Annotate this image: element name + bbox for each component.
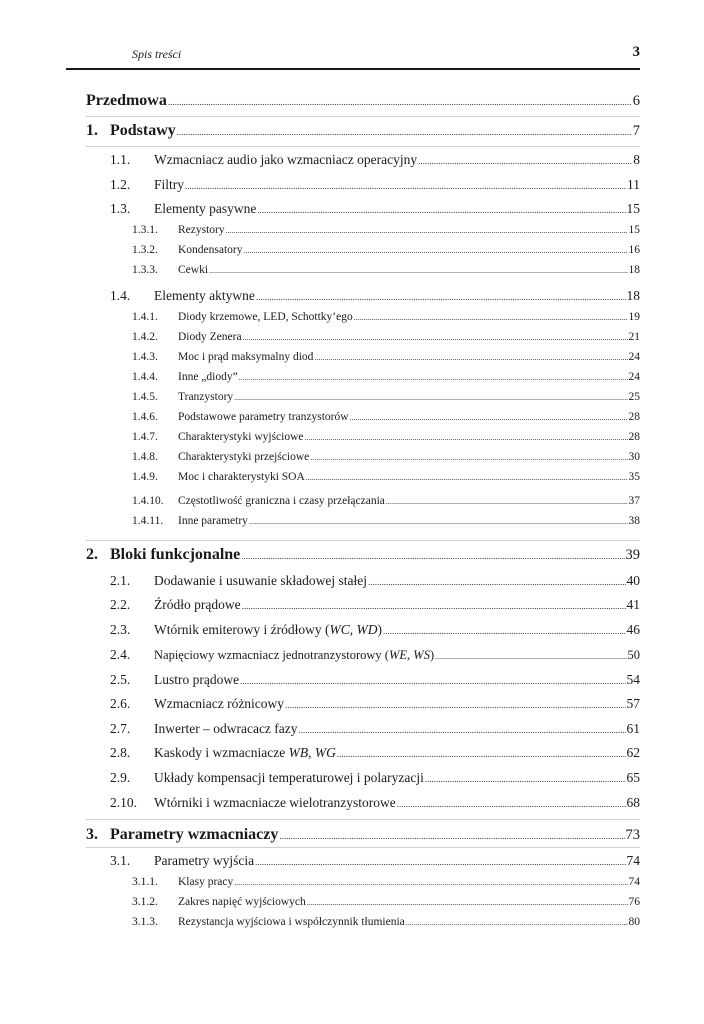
dot-leader [418,156,632,166]
toc-entry[interactable] [132,471,640,483]
dot-leader [307,898,628,907]
toc-entry-number: 2. [86,546,98,563]
toc-entry-number: 1. [86,122,98,139]
toc-entry-title: Podstawowe parametry tranzystorów [178,411,349,423]
toc-entry-title: Filtry [154,177,185,192]
dot-leader [435,652,626,661]
dot-leader [241,551,624,561]
toc-entry-number: 1.4.11. [132,515,164,527]
dot-leader [249,517,628,526]
toc-entry-page: 18 [628,264,640,276]
toc-entry-number: 2.7. [110,721,131,736]
toc-entry-number: 2.9. [110,770,131,785]
dot-leader [279,831,624,841]
section-divider [86,847,640,848]
toc-entry-title: Moc i prąd maksymalny diod [178,351,314,363]
dot-leader [305,433,628,442]
toc-entry-title: Klasy pracy [178,876,234,888]
dot-leader [397,799,626,809]
toc-entry-number: 2.6. [110,696,131,711]
toc-entry-title: Tranzystory [178,391,234,403]
toc-entry-number: 2.1. [110,573,131,588]
toc-entry[interactable] [86,92,640,110]
toc-entry-page: 46 [626,622,640,637]
toc-entry-title: Inne „diody” [178,371,238,383]
toc-entry-number: 3.1.1. [132,876,158,888]
toc-entry-title: Cewki [178,264,209,276]
section-divider [86,540,640,541]
toc-entry[interactable] [110,672,640,688]
dot-leader [177,127,632,137]
toc-entry[interactable] [132,331,640,343]
toc-entry-number: 1.4.5. [132,391,158,403]
toc-entry-page: 25 [628,391,640,403]
toc-entry-page: 30 [628,451,640,463]
toc-entry-page: 40 [626,573,640,588]
toc-entry-page: 28 [628,411,640,423]
toc-entry-number: 2.4. [110,647,131,662]
dot-leader [234,878,627,887]
toc-entry-page: 15 [628,224,640,236]
toc-entry-number: 2.2. [110,597,131,612]
toc-entry[interactable] [110,597,640,613]
toc-entry-page: 35 [628,471,640,483]
page-number: 3 [632,44,640,60]
dot-leader [386,497,628,506]
toc-entry-title: Przedmowa [86,92,167,109]
toc-entry[interactable] [132,391,640,403]
toc-entry[interactable] [132,896,640,908]
toc-entry[interactable] [110,745,640,761]
toc-entry[interactable] [132,311,640,323]
dot-leader [257,205,625,215]
toc-entry-page: 7 [632,123,640,139]
toc-entry-title: Podstawy [110,122,176,139]
toc-entry-number: 3. [86,826,98,843]
toc-entry-title: Inwerter – odwracacz fazy [154,721,298,736]
toc-entry[interactable] [132,495,640,507]
toc-entry[interactable] [132,431,640,443]
toc-entry-number: 1.4.6. [132,411,158,423]
toc-entry-page: 28 [628,431,640,443]
dot-leader [209,266,627,275]
toc-entry-page: 37 [628,495,640,507]
toc-entry-title: Zakres napięć wyjściowych [178,896,306,908]
toc-entry[interactable] [132,371,640,383]
toc-entry-number: 1.4.4. [132,371,158,383]
dot-leader [368,577,626,587]
running-title: Spis treści [132,47,182,61]
toc-entry-title: Inne parametry [178,515,248,527]
toc-entry[interactable] [132,876,640,888]
toc-entry-number: 1.3.3. [132,264,158,276]
toc-entry[interactable] [110,795,640,811]
toc-entry-title: Kondensatory [178,244,243,256]
toc-entry-number: 1.4.2. [132,331,158,343]
dot-leader [234,393,627,402]
toc-entry-title: Źródło prądowe [154,597,241,612]
toc-entry[interactable] [110,647,640,663]
toc-entry-number: 1.4.7. [132,431,158,443]
toc-entry-title: Rezystory [178,224,225,236]
toc-entry-page: 41 [626,597,640,612]
toc-entry[interactable] [110,721,640,737]
toc-entry[interactable] [86,122,640,140]
page-header [66,44,640,70]
toc-entry-page: 8 [633,152,640,167]
toc-entry-title: Elementy pasywne [154,201,257,216]
toc-entry-title: Częstotliwość graniczna i czasy przełączania [178,495,385,507]
toc-entry-title: Rezystancja wyjściowa i współczynnik tłumienia [178,916,405,928]
dot-leader [337,749,626,759]
toc-entry-page: 80 [628,916,640,928]
toc-entry-number: 2.10. [110,795,137,810]
dot-leader [299,725,626,735]
dot-leader [314,353,627,362]
toc-entry[interactable] [132,916,640,928]
toc-entry-page: 24 [628,371,640,383]
toc-entry-page: 21 [628,331,640,343]
dot-leader [244,246,628,255]
toc-entry[interactable] [86,826,640,844]
toc-entry-number: 1.1. [110,152,131,167]
toc-entry-title: Wzmacniacz audio jako wzmacniacz operacyjny [154,152,418,167]
dot-leader [226,226,628,235]
toc-entry-page: 65 [626,770,640,785]
toc-entry-page: 16 [628,244,640,256]
section-divider [86,819,640,820]
dot-leader [256,292,626,302]
toc-entry[interactable] [132,515,640,527]
toc-entry[interactable] [110,288,640,304]
toc-entry[interactable] [110,152,640,168]
toc-entry-title: Napięciowy wzmacniacz jednotranzystorowy (WE, WS) [154,648,435,662]
toc-entry[interactable] [110,622,640,638]
toc-entry-page: 18 [626,288,640,303]
toc-entry[interactable] [132,244,640,256]
toc-entry-page: 24 [628,351,640,363]
dot-leader [285,700,625,710]
toc-entry[interactable] [110,853,640,869]
toc-entry-title: Parametry wyjścia [154,853,255,868]
toc-entry-number: 1.4.9. [132,471,158,483]
toc-entry[interactable] [132,351,640,363]
dot-leader [243,333,628,342]
toc-entry-page: 15 [626,201,640,216]
toc-entry-number: 2.8. [110,745,131,760]
toc-entry-page: 74 [628,876,640,888]
toc-entry[interactable] [132,411,640,423]
toc-entry-title: Elementy aktywne [154,288,255,303]
dot-leader [168,97,632,107]
dot-leader [240,676,625,686]
toc-entry-page: 74 [626,853,640,868]
toc-entry-number: 1.3.2. [132,244,158,256]
toc-entry[interactable] [132,264,640,276]
dot-leader [383,626,626,636]
toc-entry-title: Charakterystyki wyjściowe [178,431,304,443]
toc-entry[interactable] [110,177,640,193]
toc-entry-page: 73 [625,827,640,843]
toc-entry-page: 76 [628,896,640,908]
toc-entry-page: 62 [626,745,640,760]
toc-entry-title: Diody Zenera [178,331,242,343]
toc-entry-page: 57 [626,696,640,711]
toc-entry-page: 11 [627,177,640,192]
toc-entry-number: 2.3. [110,622,131,637]
section-divider [86,116,640,117]
toc-entry-title: Wtórnik emiterowy i źródłowy (WC, WD) [154,622,382,637]
toc-entry-number: 2.5. [110,672,131,687]
toc-entry-number: 1.2. [110,177,131,192]
dot-leader [406,918,628,927]
toc-entry-title: Charakterystyki przejściowe [178,451,310,463]
toc-entry-number: 1.4.1. [132,311,158,323]
toc-entry[interactable] [110,770,640,786]
dot-leader [350,413,628,422]
toc-entry[interactable] [110,201,640,217]
dot-leader [354,313,628,322]
toc-entry-title: Moc i charakterystyki SOA [178,471,305,483]
toc-entry[interactable] [132,451,640,463]
toc-entry-page: 38 [628,515,640,527]
toc-entry-title: Układy kompensacji temperaturowej i polaryzacji [154,770,424,785]
toc-entry-title: Wtórniki i wzmacniacze wielotranzystorowe [154,795,396,810]
toc-entry-page: 61 [626,721,640,736]
toc-entry-page: 6 [632,93,640,109]
toc-entry-page: 39 [625,547,640,563]
toc-entry[interactable] [132,224,640,236]
dot-leader [185,181,626,191]
toc-entry-number: 3.1.2. [132,896,158,908]
toc-entry-number: 1.4.8. [132,451,158,463]
dot-leader [425,774,626,784]
toc-entry-page: 19 [628,311,640,323]
toc-entry-title: Dodawanie i usuwanie składowej stałej [154,573,367,588]
toc-entry-number: 1.4. [110,288,131,303]
dot-leader [242,601,626,611]
toc-entry-number: 1.4.10. [132,495,164,507]
toc-entry-title: Lustro prądowe [154,672,240,687]
toc-entry-number: 1.4.3. [132,351,158,363]
toc-entry-number: 1.3.1. [132,224,158,236]
dot-leader [306,473,628,482]
toc-entry-page: 50 [627,648,640,662]
toc-entry-number: 3.1.3. [132,916,158,928]
toc-entry[interactable] [110,696,640,712]
toc-entry-title: Diody krzemowe, LED, Schottky’ego [178,311,353,323]
toc-entry-page: 54 [626,672,640,687]
section-divider [86,146,640,147]
dot-leader [255,857,625,867]
dot-leader [310,453,627,462]
toc-entry-title: Kaskody i wzmacniacze WB, WG [154,745,336,760]
dot-leader [239,373,628,382]
toc-entry[interactable] [110,573,640,589]
toc-entry-title: Wzmacniacz różnicowy [154,696,285,711]
toc-entry[interactable] [86,546,640,564]
toc-entry-number: 1.3. [110,201,131,216]
toc-entry-page: 68 [626,795,640,810]
toc-entry-number: 3.1. [110,853,131,868]
toc-entry-title: Parametry wzmacniaczy [110,826,279,843]
toc-entry-title: Bloki funkcjonalne [110,546,241,563]
